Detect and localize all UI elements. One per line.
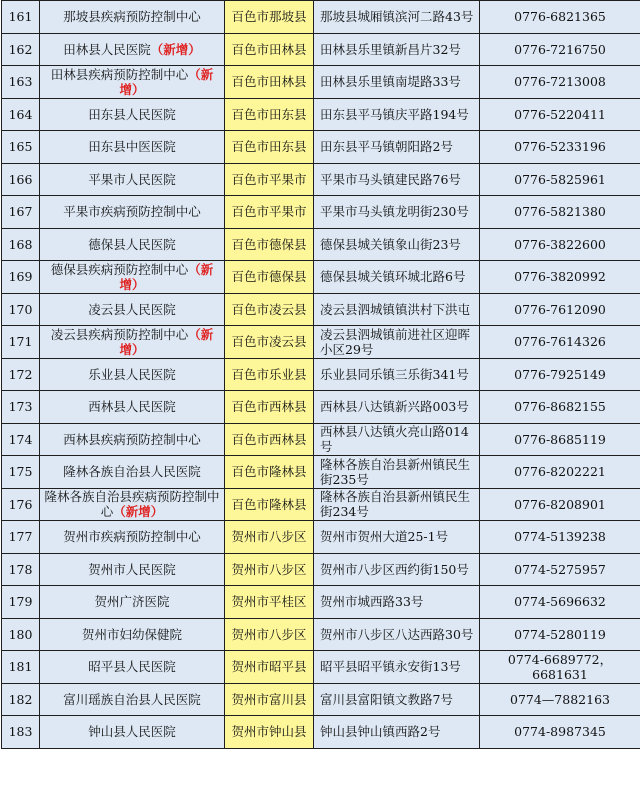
institution-name-text: 富川瑶族自治县人民医院	[63, 691, 201, 707]
institution-name-text: 田东县中医医院	[88, 139, 176, 155]
phone-number: 0776-3822600	[480, 228, 640, 261]
district: 贺州市钟山县	[225, 716, 314, 749]
table-row	[2, 391, 640, 424]
district: 百色市隆林县	[225, 456, 314, 489]
address: 贺州市八步区西约街150号	[314, 553, 480, 586]
address: 贺州市城西路33号	[314, 586, 480, 619]
table-row	[2, 423, 640, 456]
row-number: 166	[2, 163, 40, 196]
institution-name	[40, 196, 225, 229]
phone-number: 0776-5825961	[480, 163, 640, 196]
institution-name	[40, 1, 225, 34]
row-number: 182	[2, 683, 40, 716]
phone-number: 0776-7216750	[480, 33, 640, 66]
address: 富川县富阳镇文教路7号	[314, 683, 480, 716]
institution-name-text: 钟山县人民医院	[88, 724, 176, 740]
institution-name-text: 贺州市疾病预防控制中心	[63, 529, 201, 545]
address: 田东县平马镇朝阳路2号	[314, 131, 480, 164]
institution-name-text: 隆林各族自治县疾病预防控制中心	[44, 489, 220, 520]
row-number: 170	[2, 293, 40, 326]
row-number: 173	[2, 391, 40, 424]
phone-number: 0776-8682155	[480, 391, 640, 424]
institution-name	[40, 228, 225, 261]
institution-name	[40, 163, 225, 196]
table-row	[2, 33, 640, 66]
district: 贺州市八步区	[225, 521, 314, 554]
phone-number: 0776-5821380	[480, 196, 640, 229]
district: 百色市田东县	[225, 131, 314, 164]
district: 百色市凌云县	[225, 326, 314, 359]
district: 百色市西林县	[225, 423, 314, 456]
address: 凌云县泗城镇镇洪村下洪屯	[314, 293, 480, 326]
institution-name-text: 贺州市妇幼保健院	[81, 626, 182, 642]
address: 那坡县城厢镇滨河二路43号	[314, 1, 480, 34]
table-row	[2, 326, 640, 359]
phone-number: 0774-8987345	[480, 716, 640, 749]
institution-name	[40, 456, 225, 489]
institution-name	[40, 488, 225, 521]
district: 贺州市八步区	[225, 553, 314, 586]
table-row	[2, 261, 640, 294]
district: 百色市德保县	[225, 228, 314, 261]
district: 百色市平果市	[225, 196, 314, 229]
row-number: 162	[2, 33, 40, 66]
address: 昭平县昭平镇永安街13号	[314, 651, 480, 684]
institution-name	[40, 683, 225, 716]
institution-name	[40, 521, 225, 554]
phone-number: 0776-5220411	[480, 98, 640, 131]
address: 乐业县同乐镇三乐街341号	[314, 358, 480, 391]
row-number: 164	[2, 98, 40, 131]
district: 百色市西林县	[225, 391, 314, 424]
row-number: 171	[2, 326, 40, 359]
district: 百色市德保县	[225, 261, 314, 294]
row-number: 183	[2, 716, 40, 749]
phone-number: 0776-8685119	[480, 423, 640, 456]
address: 凌云县泗城镇前进社区迎晖小区29号	[314, 326, 480, 359]
phone-number: 0776-3820992	[480, 261, 640, 294]
address: 贺州市八步区八达西路30号	[314, 618, 480, 651]
table-row	[2, 66, 640, 99]
institution-name	[40, 553, 225, 586]
phone-number: 0776-5233196	[480, 131, 640, 164]
district: 百色市田林县	[225, 33, 314, 66]
phone-number: 0774-5139238	[480, 521, 640, 554]
row-number: 176	[2, 488, 40, 521]
table-row	[2, 618, 640, 651]
district: 贺州市八步区	[225, 618, 314, 651]
address: 平果市马头镇龙明街230号	[314, 196, 480, 229]
institution-name-text: 西林县疾病预防控制中心	[63, 431, 201, 447]
district: 百色市那坡县	[225, 1, 314, 34]
phone-number: 0776-7612090	[480, 293, 640, 326]
table-row	[2, 553, 640, 586]
new-badge: （新增）	[113, 504, 164, 520]
phone-number: 0776-7213008	[480, 66, 640, 99]
row-number: 172	[2, 358, 40, 391]
institution-name-text: 贺州市人民医院	[88, 561, 176, 577]
row-number: 175	[2, 456, 40, 489]
district: 百色市田林县	[225, 66, 314, 99]
institution-name	[40, 326, 225, 359]
row-number: 163	[2, 66, 40, 99]
address: 平果市马头镇建民路76号	[314, 163, 480, 196]
address: 田林县乐里镇新昌片32号	[314, 33, 480, 66]
row-number: 165	[2, 131, 40, 164]
district: 百色市凌云县	[225, 293, 314, 326]
institution-name-text: 隆林各族自治县人民医院	[63, 464, 201, 480]
table-row	[2, 716, 640, 749]
phone-number: 0776-7925149	[480, 358, 640, 391]
institution-name-text: 贺州广济医院	[94, 594, 170, 610]
phone-number: 0774-5275957	[480, 553, 640, 586]
hospital-table	[1, 0, 640, 749]
new-badge: （新增）	[150, 41, 201, 57]
new-badge: （新增）	[119, 326, 214, 357]
row-number: 167	[2, 196, 40, 229]
institution-name-text: 平果市人民医院	[88, 171, 176, 187]
table-row	[2, 358, 640, 391]
address: 隆林各族自治县新州镇民生街235号	[314, 456, 480, 489]
institution-name	[40, 131, 225, 164]
phone-number: 0774-5280119	[480, 618, 640, 651]
institution-name	[40, 391, 225, 424]
row-number: 169	[2, 261, 40, 294]
institution-name	[40, 293, 225, 326]
row-number: 178	[2, 553, 40, 586]
institution-name-text: 田林县疾病预防控制中心	[50, 66, 189, 82]
table-row	[2, 1, 640, 34]
phone-number: 0776-6821365	[480, 1, 640, 34]
institution-name	[40, 358, 225, 391]
district: 贺州市昭平县	[225, 651, 314, 684]
row-number: 179	[2, 586, 40, 619]
institution-name-text: 凌云县人民医院	[88, 301, 176, 317]
institution-name	[40, 423, 225, 456]
phone-number: 0776-7614326	[480, 326, 640, 359]
institution-name	[40, 33, 225, 66]
district: 贺州市平桂区	[225, 586, 314, 619]
table-row	[2, 456, 640, 489]
institution-name-text: 田林县人民医院	[63, 41, 151, 57]
address: 钟山县钟山镇西路2号	[314, 716, 480, 749]
table-row	[2, 683, 640, 716]
institution-name-text: 那坡县疾病预防控制中心	[63, 9, 201, 25]
table-row	[2, 228, 640, 261]
table-row	[2, 131, 640, 164]
phone-number: 0776-8208901	[480, 488, 640, 521]
district: 百色市隆林县	[225, 488, 314, 521]
phone-number: 0774-6689772，6681631	[480, 651, 640, 684]
institution-name	[40, 66, 225, 99]
institution-name-text: 乐业县人民医院	[88, 366, 176, 382]
address: 田林县乐里镇南堤路33号	[314, 66, 480, 99]
address: 德保县城关镇环城北路6号	[314, 261, 480, 294]
new-badge: （新增）	[119, 261, 214, 292]
phone-number: 0774—7882163	[480, 683, 640, 716]
institution-name	[40, 618, 225, 651]
phone-number: 0776-8202221	[480, 456, 640, 489]
address: 隆林各族自治县新州镇民生街234号	[314, 488, 480, 521]
institution-name	[40, 98, 225, 131]
table-row	[2, 651, 640, 684]
institution-name-text: 凌云县疾病预防控制中心	[50, 326, 189, 342]
row-number: 177	[2, 521, 40, 554]
phone-number: 0774-5696632	[480, 586, 640, 619]
row-number: 180	[2, 618, 40, 651]
table-row	[2, 488, 640, 521]
institution-name-text: 昭平县人民医院	[88, 659, 176, 675]
district: 百色市乐业县	[225, 358, 314, 391]
district: 百色市平果市	[225, 163, 314, 196]
row-number: 181	[2, 651, 40, 684]
district: 百色市田东县	[225, 98, 314, 131]
institution-name	[40, 716, 225, 749]
address: 田东县平马镇庆平路194号	[314, 98, 480, 131]
table-row	[2, 196, 640, 229]
institution-name-text: 平果市疾病预防控制中心	[63, 204, 201, 220]
table-row	[2, 293, 640, 326]
institution-name-text: 德保县人民医院	[88, 236, 176, 252]
row-number: 168	[2, 228, 40, 261]
table-body	[2, 1, 640, 749]
institution-name	[40, 651, 225, 684]
institution-name-text: 德保县疾病预防控制中心	[50, 261, 189, 277]
institution-name-text: 西林县人民医院	[88, 399, 176, 415]
institution-name-text: 田东县人民医院	[88, 106, 176, 122]
table-row	[2, 586, 640, 619]
row-number: 161	[2, 1, 40, 34]
address: 西林县八达镇火亮山路014号	[314, 423, 480, 456]
row-number: 174	[2, 423, 40, 456]
new-badge: （新增）	[119, 66, 214, 97]
institution-name	[40, 586, 225, 619]
table-row	[2, 98, 640, 131]
district: 贺州市富川县	[225, 683, 314, 716]
address: 西林县八达镇新兴路003号	[314, 391, 480, 424]
address: 贺州市贺州大道25-1号	[314, 521, 480, 554]
table-row	[2, 521, 640, 554]
address: 德保县城关镇象山街23号	[314, 228, 480, 261]
institution-name	[40, 261, 225, 294]
table-row	[2, 163, 640, 196]
